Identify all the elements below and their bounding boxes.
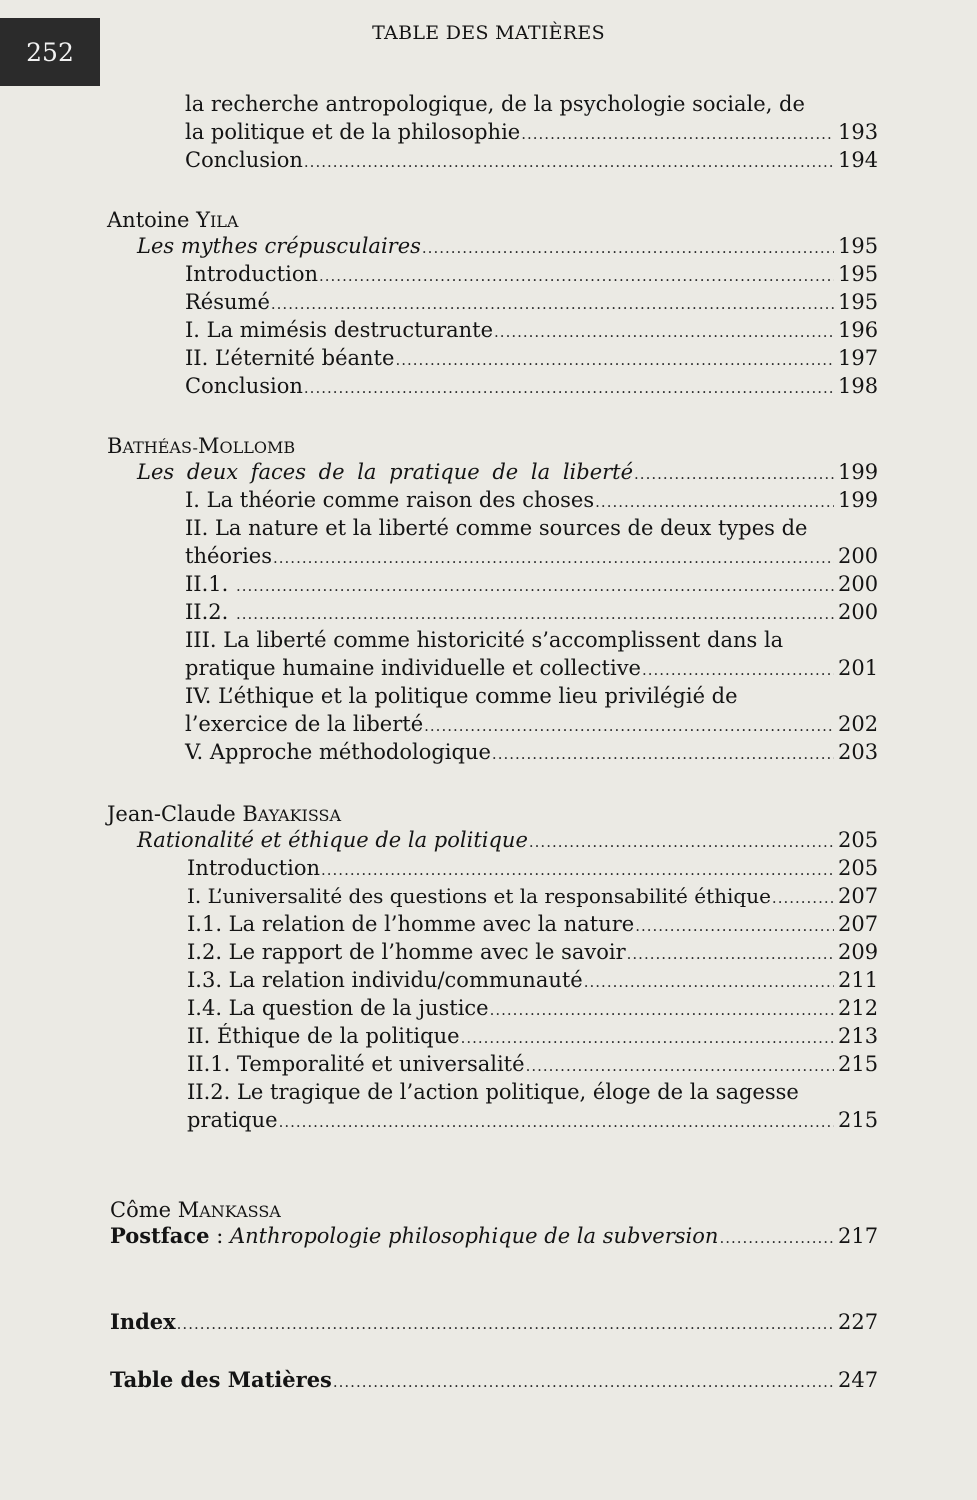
leader-dots: [319, 262, 834, 290]
author-first: B: [107, 434, 123, 458]
leader-dots: [271, 290, 834, 318]
toc-entry-title: Résumé: [185, 290, 270, 314]
author-last: ATHÉAS-: [122, 438, 198, 457]
toc-entry-page: 199: [838, 488, 879, 512]
toc-entry-page: 207: [838, 884, 879, 908]
leader-dots: [422, 234, 834, 262]
author-last: ILA: [209, 212, 239, 231]
toc-entry-title: Rationalité et éthique de la politique: [137, 828, 528, 852]
toc-entry-page: 195: [838, 290, 879, 314]
toc-entry-page: 205: [838, 856, 879, 880]
leader-dots: [492, 740, 834, 768]
leader-dots: [584, 968, 834, 996]
leader-dots: [236, 572, 834, 600]
toc-entry: [185, 288, 878, 316]
toc-entry: [187, 910, 878, 938]
toc-entry-title: Table des Matières: [110, 1367, 332, 1392]
toc-entry-page: 196: [838, 318, 879, 342]
author-first: Côme M: [110, 1198, 200, 1222]
leader-dots: [595, 488, 834, 516]
toc-entry: [185, 344, 878, 372]
toc-entry-title: pratique: [187, 1108, 278, 1132]
toc-entry: [185, 542, 878, 570]
toc-entry-title: pratique humaine individuelle et collective: [185, 656, 641, 680]
toc-entry-page: 212: [838, 996, 879, 1020]
toc-entry-page: 211: [838, 968, 879, 992]
toc-line: II.2. Le tragique de l’action politique, éloge de la sagesse: [187, 1080, 799, 1104]
author-first: M: [197, 434, 220, 458]
toc-entry: [137, 826, 878, 854]
leader-dots: [627, 940, 834, 968]
toc-entry: [185, 710, 878, 738]
toc-entry-page: 197: [838, 346, 879, 370]
toc-entry-title: Introduction: [187, 856, 320, 880]
leader-dots: [279, 1108, 834, 1136]
leader-dots: [526, 1052, 834, 1080]
author-first: Antoine Y: [107, 208, 210, 232]
toc-entry: [187, 994, 878, 1022]
toc-entry-title: la politique et de la philosophie: [185, 120, 521, 144]
toc-line: IV. L’éthique et la politique comme lieu privilégié de: [185, 684, 738, 708]
toc-entry: [185, 260, 878, 288]
toc-entry-page: 207: [838, 912, 879, 936]
leader-dots: [304, 374, 834, 402]
toc-entry: [110, 1366, 878, 1394]
toc-entry-title: II.1.: [185, 572, 235, 596]
toc-entry: [187, 966, 878, 994]
toc-entry: [185, 738, 878, 766]
toc-entry-page: 200: [838, 600, 879, 624]
toc-entry-page: 209: [838, 940, 879, 964]
toc-entry-page: 201: [838, 656, 879, 680]
toc-entry: [110, 1222, 878, 1250]
leader-dots: [424, 712, 834, 740]
toc-entry-page: 215: [838, 1052, 879, 1076]
leader-dots: [236, 600, 834, 628]
toc-entry: [185, 316, 878, 344]
leader-dots: [719, 1224, 834, 1252]
toc-entry-title: l’exercice de la liberté: [185, 712, 424, 736]
toc-entry-title: I.3. La relation individu/communauté: [187, 968, 583, 992]
toc-entry-page: 217: [838, 1224, 879, 1248]
toc-entry-page: 200: [838, 572, 879, 596]
toc-entry-title: I. La mimésis destructurante: [185, 318, 494, 342]
toc-entry: [187, 882, 878, 910]
toc-entry-page: 215: [838, 1108, 879, 1132]
toc-entry-page: 198: [838, 374, 879, 398]
leader-dots: [490, 996, 834, 1024]
toc-line: II. La nature et la liberté comme sources de deux types de: [185, 516, 808, 540]
toc-entry: [185, 372, 878, 400]
leader-dots: [529, 828, 834, 856]
author-last: ANKASSA: [199, 1202, 281, 1221]
toc-entry: [187, 1106, 878, 1134]
toc-entry-page: 202: [838, 712, 879, 736]
toc-entry-title: II.2.: [185, 600, 235, 624]
toc-entry-title: I. La théorie comme raison des choses: [185, 488, 595, 512]
leader-dots: [634, 460, 834, 488]
toc-entry-title: I.2. Le rapport de l’homme avec le savoir: [187, 940, 626, 964]
toc-entry: [137, 458, 878, 486]
toc-entry-title: II. Éthique de la politique: [187, 1024, 460, 1048]
toc-line: III. La liberté comme historicité s’accomplissent dans la: [185, 628, 784, 652]
leader-dots: [635, 912, 834, 940]
running-title: TABLE DES MATIÈRES: [372, 22, 605, 44]
toc-entry: [185, 486, 878, 514]
leader-dots: [494, 318, 834, 346]
toc-entry-title: II. L’éternité béante: [185, 346, 395, 370]
toc-entry-page: 193: [838, 120, 879, 144]
toc-entry-title: I. L’universalité des questions et la responsabilité éthique: [187, 884, 771, 908]
toc-entry-page: 213: [838, 1024, 879, 1048]
toc-entry: [187, 938, 878, 966]
toc-entry-title: II.1. Temporalité et universalité: [187, 1052, 525, 1076]
toc-entry: [187, 1022, 878, 1050]
toc-entry-page: 205: [838, 828, 879, 852]
leader-dots: [273, 544, 834, 572]
toc-entry: [187, 1050, 878, 1078]
toc-entry-title: Les deux faces de la pratique de la liberté: [137, 460, 634, 484]
leader-dots: [772, 884, 834, 912]
toc-entry-title: Introduction: [185, 262, 318, 286]
author-first: Jean-Claude B: [107, 802, 258, 826]
toc-entry-title: Les mythes crépusculaires: [137, 234, 421, 258]
leader-dots: [177, 1310, 834, 1338]
leader-dots: [321, 856, 834, 884]
toc-entry-page: 195: [838, 234, 879, 258]
author-last: OLLOMB: [219, 438, 296, 457]
toc-entry-page: 227: [838, 1310, 879, 1334]
toc-entry-page: 200: [838, 544, 879, 568]
postface-title: Anthropologie philosophique de la subversion: [229, 1224, 719, 1248]
toc-entry-page: 203: [838, 740, 879, 764]
toc-entry-page: 247: [838, 1368, 879, 1392]
postface-label: Postface: [110, 1223, 210, 1248]
leader-dots: [304, 148, 834, 176]
page-number: 252: [0, 18, 100, 86]
toc-entry-title: I.1. La relation de l’homme avec la nature: [187, 912, 635, 936]
toc-entry: [137, 232, 878, 260]
leader-dots: [521, 120, 834, 148]
toc-entry: [185, 570, 878, 598]
toc-entry-page: 194: [838, 148, 879, 172]
toc-entry-title: Index: [110, 1309, 176, 1334]
toc-entry-title: Conclusion: [185, 148, 303, 172]
toc-entry: [110, 1308, 878, 1336]
toc-entry-title: V. Approche méthodologique: [185, 740, 491, 764]
toc-entry-page: 195: [838, 262, 879, 286]
author-last: AYAKISSA: [257, 806, 342, 825]
toc-entry-title: [110, 1222, 718, 1250]
toc-entry-page: 199: [838, 460, 879, 484]
postface-separator: :: [209, 1224, 230, 1248]
toc-entry-title: I.4. La question de la justice: [187, 996, 489, 1020]
leader-dots: [461, 1024, 834, 1052]
toc-entry: [185, 146, 878, 174]
leader-dots: [333, 1368, 834, 1396]
toc-entry: [187, 854, 878, 882]
toc-entry-title: théories: [185, 544, 272, 568]
toc-entry-title: Conclusion: [185, 374, 303, 398]
leader-dots: [395, 346, 834, 374]
toc-entry: [185, 118, 878, 146]
toc-entry: [185, 654, 878, 682]
toc-entry: [185, 598, 878, 626]
leader-dots: [642, 656, 834, 684]
toc-line: la recherche antropologique, de la psychologie sociale, de: [185, 92, 805, 116]
